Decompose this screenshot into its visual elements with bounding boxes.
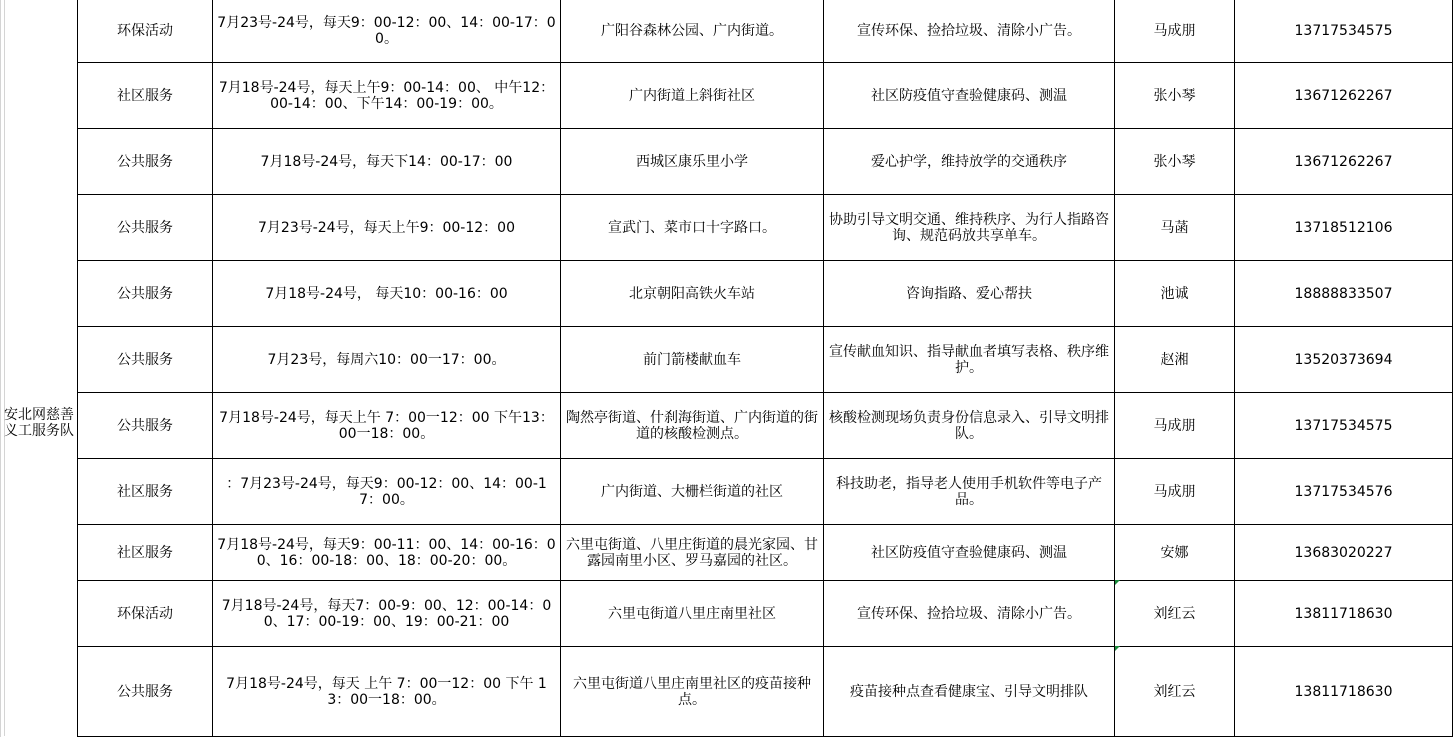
time-cell[interactable]: 7月18号-24号，每天 上午 7：00一12：00 下午 13：00一18：00。 (213, 647, 561, 737)
phone-cell[interactable]: 13683020227 (1235, 525, 1453, 581)
content-cell[interactable]: 核酸检测现场负责身份信息录入、引导文明排队。 (824, 393, 1115, 459)
location-cell[interactable]: 西城区康乐里小学 (561, 129, 824, 195)
location-cell[interactable]: 陶然亭街道、什刹海街道、广内街道的街道的核酸检测点。 (561, 393, 824, 459)
category-cell[interactable]: 公共服务 (78, 393, 213, 459)
time-cell[interactable]: 7月23号，每周六10：00一17：00。 (213, 327, 561, 393)
phone-cell[interactable]: 13671262267 (1235, 63, 1453, 129)
time-cell[interactable]: 7月18号-24号，每天上午 7：00一12：00 下午13：00一18：00。 (213, 393, 561, 459)
cell-comment-marker (1115, 646, 1120, 651)
phone-cell[interactable]: 13520373694 (1235, 327, 1453, 393)
category-cell[interactable]: 社区服务 (78, 63, 213, 129)
content-cell[interactable]: 咨询指路、爱心帮扶 (824, 261, 1115, 327)
contact-person-cell[interactable]: 池诚 (1115, 261, 1235, 327)
category-cell[interactable]: 环保活动 (78, 581, 213, 647)
phone-cell[interactable]: 13811718630 (1235, 647, 1453, 737)
location-cell[interactable]: 前门箭楼献血车 (561, 327, 824, 393)
phone-cell[interactable]: 13717534575 (1235, 393, 1453, 459)
table-row (1, 261, 1453, 327)
time-cell[interactable]: 7月23号-24号，每天9：00-12：00、14：00-17：00。 (213, 0, 561, 63)
location-cell[interactable]: 广阳谷森林公园、广内街道。 (561, 0, 824, 63)
time-cell[interactable]: 7月23号-24号，每天上午9：00-12：00 (213, 195, 561, 261)
category-cell[interactable]: 社区服务 (78, 525, 213, 581)
time-cell[interactable]: 7月18号-24号，每天上午9：00-14：00、 中午12：00-14：00、下午14：00-19：00。 (213, 63, 561, 129)
category-cell[interactable]: 公共服务 (78, 129, 213, 195)
content-cell[interactable]: 爱心护学，维持放学的交通秩序 (824, 129, 1115, 195)
location-cell[interactable]: 广内街道上斜街社区 (561, 63, 824, 129)
location-cell[interactable]: 北京朝阳高铁火车站 (561, 261, 824, 327)
phone-cell[interactable]: 13717534576 (1235, 459, 1453, 525)
location-cell[interactable]: 六里屯街道八里庄南里社区 (561, 581, 824, 647)
phone-cell[interactable]: 13811718630 (1235, 581, 1453, 647)
content-cell[interactable]: 协助引导文明交通、维持秩序、为行人指路咨询、规范码放共享单车。 (824, 195, 1115, 261)
category-cell[interactable]: 环保活动 (78, 0, 213, 63)
table-body (1, 0, 1453, 737)
time-cell[interactable]: ：7月23号-24号，每天9：00-12：00、14：00-17：00。 (213, 459, 561, 525)
content-cell[interactable]: 宣传环保、捡拾垃圾、清除小广告。 (824, 581, 1115, 647)
content-cell[interactable]: 疫苗接种点查看健康宝、引导文明排队 (824, 647, 1115, 737)
category-cell[interactable]: 公共服务 (78, 261, 213, 327)
contact-person-cell[interactable]: 马成朋 (1115, 393, 1235, 459)
location-cell[interactable]: 六里屯街道、八里庄街道的晨光家园、甘露园南里小区、罗马嘉园的社区。 (561, 525, 824, 581)
time-cell[interactable]: 7月18号-24号，每天下14：00-17：00 (213, 129, 561, 195)
category-cell[interactable]: 公共服务 (78, 647, 213, 737)
table-row (1, 0, 1453, 63)
location-cell[interactable]: 宣武门、菜市口十字路口。 (561, 195, 824, 261)
table-row (1, 393, 1453, 459)
location-cell[interactable]: 广内街道、大栅栏街道的社区 (561, 459, 824, 525)
table-row (1, 581, 1453, 647)
contact-person-cell[interactable]: 刘红云 (1115, 647, 1235, 737)
phone-cell[interactable]: 13717534575 (1235, 0, 1453, 63)
contact-person-cell[interactable]: 安娜 (1115, 525, 1235, 581)
contact-person-cell[interactable]: 张小琴 (1115, 63, 1235, 129)
cell-comment-marker (1115, 580, 1120, 585)
contact-person-cell[interactable]: 赵湘 (1115, 327, 1235, 393)
organization-cell[interactable]: 安北网慈善义工服务队 (1, 0, 78, 737)
table-row (1, 459, 1453, 525)
category-cell[interactable]: 社区服务 (78, 459, 213, 525)
content-cell[interactable]: 科技助老，指导老人使用手机软件等电子产品。 (824, 459, 1115, 525)
table-row (1, 63, 1453, 129)
time-cell[interactable]: 7月18号-24号， 每天10：00-16：00 (213, 261, 561, 327)
table-row (1, 129, 1453, 195)
phone-cell[interactable]: 13671262267 (1235, 129, 1453, 195)
category-cell[interactable]: 公共服务 (78, 327, 213, 393)
content-cell[interactable]: 宣传献血知识、指导献血者填写表格、秩序维护。 (824, 327, 1115, 393)
contact-person-cell[interactable]: 马成朋 (1115, 0, 1235, 63)
table-row (1, 647, 1453, 737)
content-cell[interactable]: 社区防疫值守查验健康码、测温 (824, 525, 1115, 581)
content-cell[interactable]: 社区防疫值守查验健康码、测温 (824, 63, 1115, 129)
time-cell[interactable]: 7月18号-24号，每天7：00-9：00、12：00-14：00、17：00-19：00、19：00-21：00 (213, 581, 561, 647)
contact-person-cell[interactable]: 马成朋 (1115, 459, 1235, 525)
category-cell[interactable]: 公共服务 (78, 195, 213, 261)
phone-cell[interactable]: 18888833507 (1235, 261, 1453, 327)
location-cell[interactable]: 六里屯街道八里庄南里社区的疫苗接种点。 (561, 647, 824, 737)
contact-person-cell[interactable]: 刘红云 (1115, 581, 1235, 647)
phone-cell[interactable]: 13718512106 (1235, 195, 1453, 261)
table-row (1, 327, 1453, 393)
table-row (1, 525, 1453, 581)
contact-person-cell[interactable]: 张小琴 (1115, 129, 1235, 195)
table-row (1, 195, 1453, 261)
content-cell[interactable]: 宣传环保、捡拾垃圾、清除小广告。 (824, 0, 1115, 63)
contact-person-cell[interactable]: 马菡 (1115, 195, 1235, 261)
time-cell[interactable]: 7月18号-24号，每天9：00-11：00、14：00-16：00、16：00-18：00、18：00-20：00。 (213, 525, 561, 581)
